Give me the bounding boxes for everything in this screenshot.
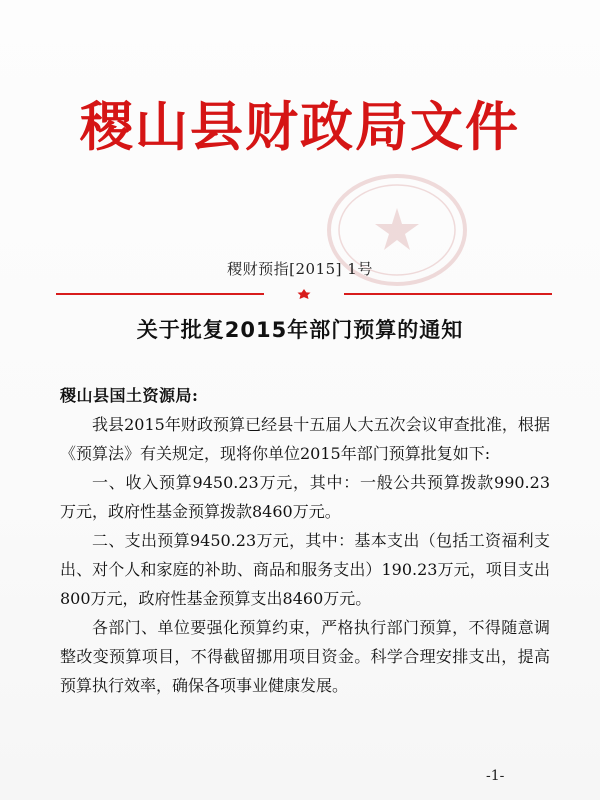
- body-paragraph: 我县2015年财政预算已经县十五届人大五次会议审查批准，根据《预算法》有关规定，现将你单位2015年部门预算批复如下:: [60, 415, 550, 463]
- red-divider-with-star: [56, 289, 552, 299]
- notice-body: [60, 410, 550, 700]
- red-star-icon: [298, 289, 311, 299]
- body-paragraph: 各部门、单位要强化预算约束，严格执行部门预算，不得随意调整改变预算项目，不得截留挪用项目资金。科学合理安排支出，提高预算执行效率，确保各项事业健康发展。: [60, 618, 550, 695]
- notice-title: 关于批复2015年部门预算的通知: [136, 318, 464, 342]
- body-paragraph: 二、支出预算9450.23万元，其中：基本支出（包括工资福利支出、对个人和家庭的补助、商品和服务支出）190.23万元，项目支出800万元，政府性基金预算支出8460万元。: [60, 531, 550, 608]
- agency-header-title: 稷山县财政局文件: [80, 97, 520, 158]
- document-number: 稷财预指[2015] 1号: [227, 260, 373, 278]
- page-number: -1-: [486, 768, 505, 784]
- body-paragraph: 一、收入预算9450.23万元，其中：一般公共预算拨款990.23万元，政府性基金预算拨款8460万元。: [60, 473, 550, 521]
- addressee: 稷山县国土资源局:: [60, 386, 199, 405]
